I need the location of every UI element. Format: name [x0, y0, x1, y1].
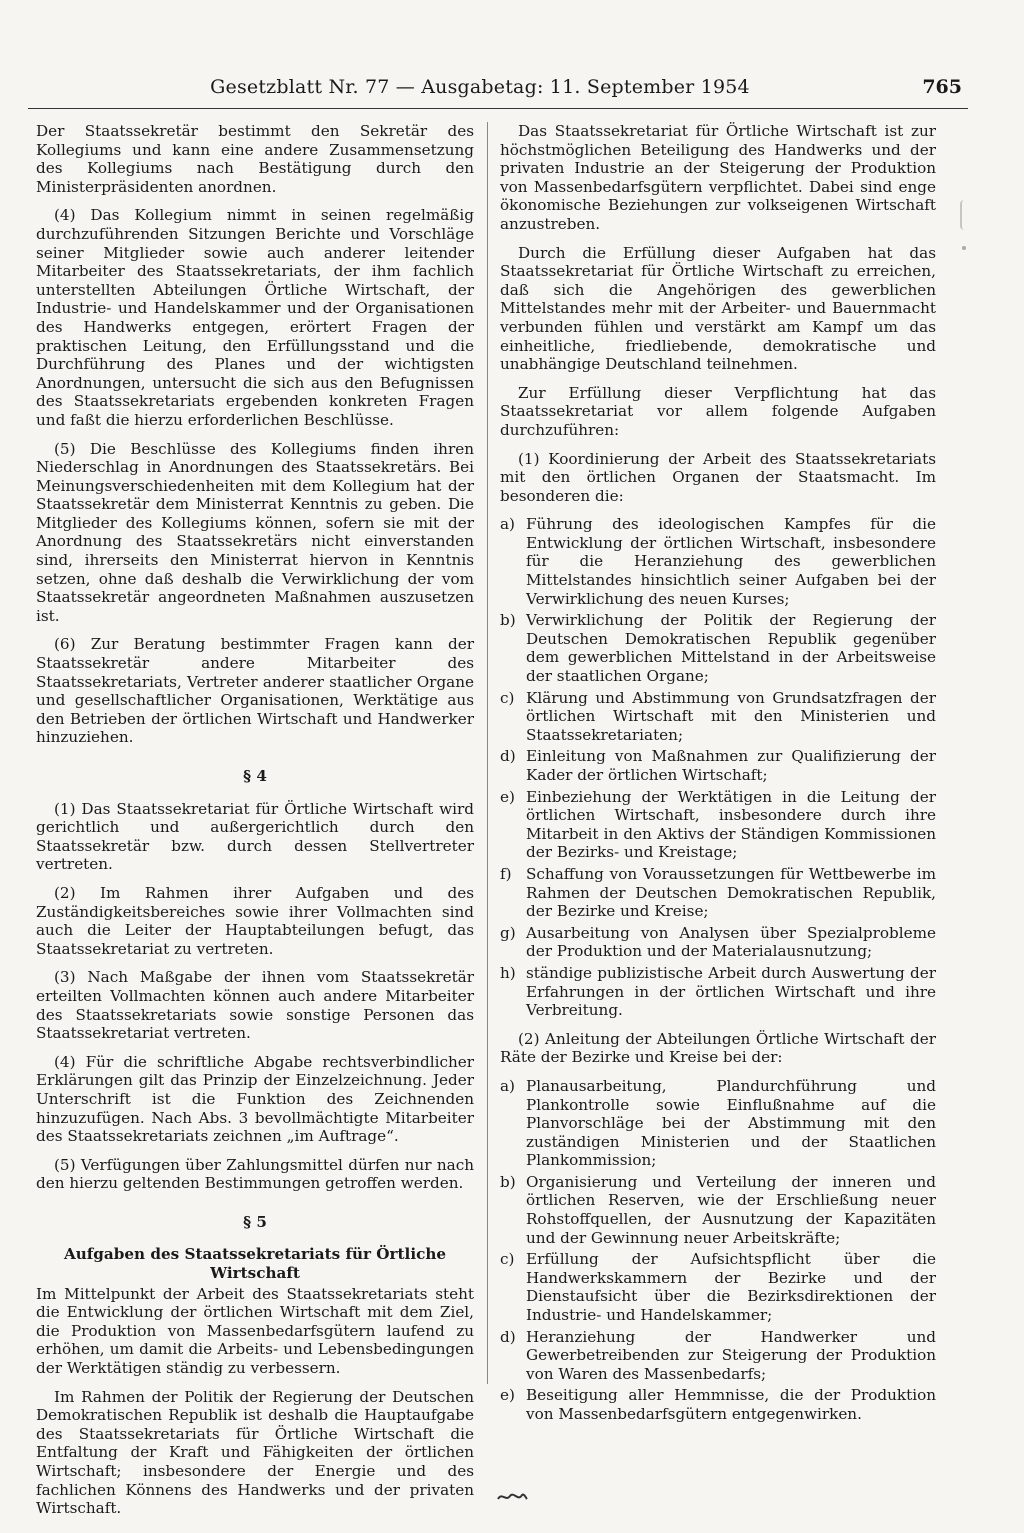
paragraph: Zur Erfüllung dieser Verpflichtung hat das Staatssekretariat vor allem folgende Aufgaben durchzuführen: [500, 383, 936, 439]
list-item: d) Heranziehung der Handwerker und Gewerbetreibenden zur Steigerung der Produktion von Waren des Massenbedarfs; [500, 1327, 936, 1383]
list-item: h) ständige publizistische Arbeit durch Auswertung der Erfahrungen in der örtlichen Wirtschaft und ihre Verbreitung. [500, 963, 936, 1020]
paragraph: Das Staatssekretariat für Örtliche Wirtschaft ist zur höchstmöglichen Beteiligung des Handwerks und der privaten Industrie an der Steigerung der Produktion von Massenbedarfsgütern verpflichtet. Dabei sind enge ökonomische Beziehungen zur volkseigenen Wirtschaft anzustreben. [500, 122, 936, 233]
list-item: d) Einleitung von Maßnahmen zur Qualifizierung der Kader der örtlichen Wirtschaft; [500, 747, 936, 784]
paragraph: Im Mittelpunkt der Arbeit des Staatssekretariats steht die Entwicklung der örtlichen Wirtschaft mit dem Ziel, die Produktion von Massenbedarfsgütern laufend zu erhöhen, um damit die Arbeits- und Lebensbedingungen der Werktätigen ständig zu verbessern. [36, 1284, 474, 1378]
column-divider [487, 122, 488, 1384]
header-rule [28, 108, 968, 109]
paragraph: Im Rahmen der Politik der Regierung der Deutschen Demokratischen Republik ist deshalb die Hauptaufgabe des Staatssekretariats für Örtliche Wirtschaft die Entfaltung der Kraft und Fähigkeiten der örtlichen Wirtschaft; insbesondere der Energie und des fachlichen Könnens des Handwerks und der privaten Wirtschaft. [36, 1387, 474, 1518]
list-item: g) Ausarbeitung von Analysen über Spezialprobleme der Produktion und der Materialausnutzung; [500, 923, 936, 961]
paragraph: (2) Im Rahmen ihrer Aufgaben und des Zuständigkeitsbereiches sowie ihrer Vollmachten sind auch die Leiter der Hauptabteilungen befugt, das Staatssekretariat zu vertreten. [36, 883, 474, 958]
list-item: e) Beseitigung aller Hemmnisse, die der Produktion von Massenbedarfsgütern entgegenwirken. [500, 1386, 936, 1423]
margin-smudge [960, 200, 970, 230]
task-list-2 [500, 1077, 936, 1424]
printer-mark-icon [496, 1490, 528, 1504]
list-item: a) Planausarbeitung, Plandurchführung und Plankontrolle sowie Einflußnahme auf die Planvorschläge bei der Abstimmung mit den zuständigen Ministerien und der Staatlichen Plankommission; [500, 1076, 936, 1170]
paragraph: (1) Koordinierung der Arbeit des Staatssekretariats mit den örtlichen Organen der Staatsmacht. Im besonderen die: [500, 449, 936, 505]
paragraph: Der Staatssekretär bestimmt den Sekretär des Kollegiums und kann eine andere Zusammensetzung des Kollegiums nach Bestätigung durch den Ministerpräsidenten anordnen. [36, 122, 474, 196]
left-column [36, 122, 474, 1528]
list-item: c) Erfüllung der Aufsichtspflicht über die Handwerkskammern der Bezirke und der Dienstaufsicht über die Bezirksdirektionen der Industrie- und Handelskammer; [500, 1250, 936, 1325]
list-item: f) Schaffung von Voraussetzungen für Wettbewerbe im Rahmen der Deutschen Demokratischen Republik, der Bezirke und Kreise; [500, 864, 936, 921]
page-number: 765 [922, 76, 962, 98]
paragraph: (5) Die Beschlüsse des Kollegiums finden ihren Niederschlag in Anordnungen des Staatssekretärs. Bei Meinungsverschiedenheiten mit dem Kollegium hat der Staatssekretär dem Ministerrat Kenntnis zu geben. Die Mitglieder des Kollegiums können, sofern sie mit der Anordnung des Staatssekretärs nicht einverstanden sind, ihrerseits den Ministerrat hiervon in Kenntnis setzen, ohne daß deshalb die Verwirklichung der vom Staatssekretär angeordneten Maßnahmen auszusetzen ist. [36, 439, 474, 625]
list-item: a) Führung des ideologischen Kampfes für die Entwicklung der örtlichen Wirtschaft, insbesondere für die Heranziehung des gewerblichen Mittelstandes hinsichtlich seiner Aufgaben bei der Verwirklichung des neuen Kurses; [500, 515, 936, 608]
paragraph: (3) Nach Maßgabe der ihnen vom Staatssekretär erteilten Vollmachten können auch andere Mitarbeiter des Staatssekretariats sowie sonstige Personen das Staatssekretariat vertreten. [36, 968, 474, 1043]
margin-dot [962, 246, 966, 250]
header-title: Gesetzblatt Nr. 77 — Ausgabetag: 11. September 1954 [210, 76, 750, 98]
list-item: b) Organisierung und Verteilung der inneren und örtlichen Reserven, wie der Erschließung neuer Rohstoffquellen, der Ausnutzung der Kapazitäten und der Gewinnung neuer Arbeitskräfte; [500, 1172, 936, 1247]
list-item: e) Einbeziehung der Werktätigen in die Leitung der örtlichen Wirtschaft, insbesondere durch ihre Mitarbeit in den Aktivs der Ständigen Kommissionen der Bezirks- und Kreistage; [500, 787, 936, 862]
page-header [0, 0, 1024, 110]
paragraph: (4) Für die schriftliche Abgabe rechtsverbindlicher Erklärungen gilt das Prinzip der Einzelzeichnung. Jeder Unterschrift ist die Funktion des Zeichnenden hinzuzufügen. Nach Abs. 3 bevollmächtigte Mitarbeiter des Staatssekretariats zeichnen „im Auftrage“. [36, 1052, 474, 1146]
paragraph: (4) Das Kollegium nimmt in seinen regelmäßig durchzuführenden Sitzungen Berichte und Vorschläge seiner Mitglieder sowie auch anderer leitender Mitarbeiter des Staatssekretariats, der ihm fachlich unterstellten Abteilungen Örtliche Wirtschaft, der Industrie- und Handelskammer und der Organisationen des Handwerks entgegen, erörtert Fragen der praktischen Leitung, den Erfüllungsstand und die Durchführung des Planes und der wichtigsten Anordnungen, untersucht die sich aus den Befugnissen des Staatssekretariats ergebenden konkreten Fragen und faßt die hierzu erforderlichen Beschlüsse. [36, 206, 474, 429]
list-item: c) Klärung und Abstimmung von Grundsatzfragen der örtlichen Wirtschaft mit den Ministerien und Staatssekretariaten; [500, 688, 936, 744]
paragraph: (1) Das Staatssekretariat für Örtliche Wirtschaft wird gerichtlich und außergerichtlich durch den Staatssekretär bzw. durch dessen Stellvertreter vertreten. [36, 799, 474, 874]
paragraph: (5) Verfügungen über Zahlungsmittel dürfen nur nach den hierzu geltenden Bestimmungen getroffen werden. [36, 1155, 474, 1193]
section-heading: Aufgaben des Staatssekretariats für Örtliche Wirtschaft [63, 1245, 447, 1283]
paragraph: (2) Anleitung der Abteilungen Örtliche Wirtschaft der Räte der Bezirke und Kreise bei der: [500, 1029, 936, 1067]
section-number: § 4 [243, 767, 267, 785]
paragraph: Durch die Erfüllung dieser Aufgaben hat das Staatssekretariat für Örtliche Wirtschaft zu erreichen, daß sich die Angehörigen des gewerblichen Mittelstandes mehr mit der Arbeiter- und Bauernmacht verbunden fühlen und verstärkt am Kampf um das einheitliche, friedliebende, demokratische und unabhängige Deutschland teilnehmen. [500, 243, 936, 374]
list-item: b) Verwirklichung der Politik der Regierung der Deutschen Demokratischen Republik gegenüber dem gewerblichen Mittelstand in der Arbeitsweise der staatlichen Organe; [500, 611, 936, 686]
section-number: § 5 [243, 1212, 267, 1231]
right-column [500, 122, 936, 1434]
task-list-1 [500, 515, 936, 1019]
paragraph: (6) Zur Beratung bestimmter Fragen kann der Staatssekretär andere Mitarbeiter des Staatssekretariats, Vertreter anderer staatlicher Organe und gesellschaftlicher Organisationen, Werktätige aus den Betrieben der örtlichen Wirtschaft und Handwerker hinzuziehen. [36, 635, 474, 747]
